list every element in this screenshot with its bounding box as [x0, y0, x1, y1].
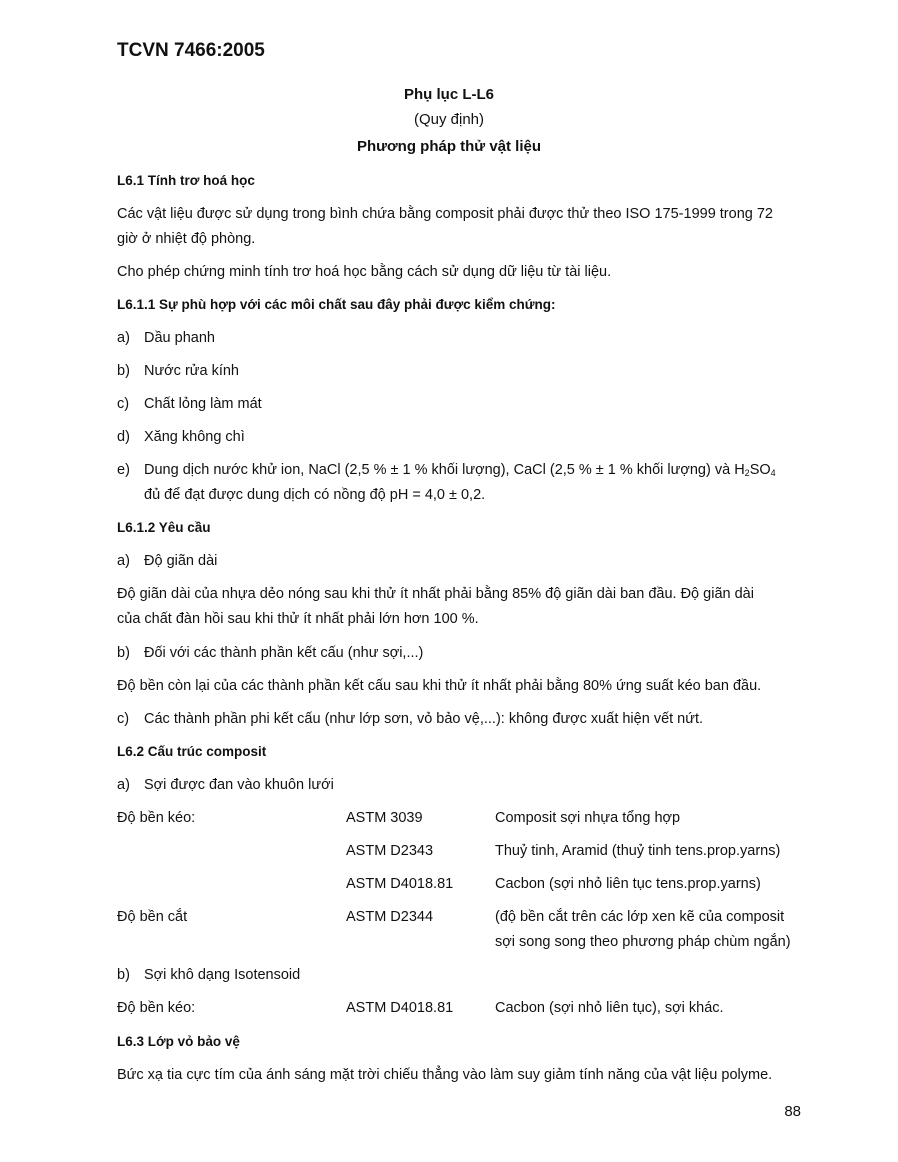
paragraph-text: Các vật liệu được sử dụng trong bình chứa bằng composit phải được thử theo ISO 175-1999 trong 72 — [117, 206, 773, 222]
list-marker: a) — [117, 777, 130, 793]
list-marker: a) — [117, 330, 130, 346]
table-cell-description: (độ bền cắt trên các lớp xen kẽ của composit — [495, 909, 785, 925]
table-cell-description: Thuỷ tinh, Aramid (thuỷ tinh tens.prop.yarns) — [495, 843, 781, 859]
table-cell-standard: ASTM 3039 — [346, 810, 423, 826]
table-cell-standard: ASTM D4018.81 — [346, 876, 454, 892]
list-marker: e) — [117, 462, 130, 478]
list-item — [117, 429, 245, 445]
subscript: 4 — [770, 468, 776, 478]
table-cell-standard: ASTM D2343 — [346, 843, 434, 859]
table-cell-property: Độ bền kéo: — [117, 810, 196, 826]
paragraph-text: Độ giãn dài của nhựa dẻo nóng sau khi thử ít nhất phải bằng 85% độ giãn dài ban đầu. Độ giãn dài — [117, 586, 754, 602]
list-item-text: Nước rửa kính — [144, 363, 240, 379]
list-item-text: Đối với các thành phần kết cấu (như sợi,...) — [144, 645, 424, 661]
appendix-name: Phương pháp thử vật liệu — [356, 138, 542, 155]
list-marker: c) — [117, 396, 130, 412]
section-heading-l6-2: L6.2 Cấu trúc composit — [117, 744, 267, 759]
list-item-text: Các thành phần phi kết cấu (như lớp sơn, vỏ bảo vệ,...): không được xuất hiện vết nứt. — [144, 711, 704, 727]
list-marker: c) — [117, 711, 130, 727]
list-item-text: Dung dịch nước khử ion, NaCl (2,5 % ± 1 % khối lượng), CaCl (2,5 % ± 1 % khối lượng) và H — [144, 462, 745, 478]
table-cell-property: Độ bền kéo: — [117, 1000, 196, 1016]
list-marker: b) — [117, 967, 130, 983]
list-item — [117, 777, 334, 793]
list-item — [117, 967, 300, 983]
section-heading-l6-1-2: L6.1.2 Yêu cầu — [117, 520, 211, 535]
list-marker: a) — [117, 553, 130, 569]
list-item-text: Chất lỏng làm mát — [144, 396, 262, 412]
appendix-status: (Quy định) — [413, 111, 485, 128]
appendix-title: Phụ lục L-L6 — [404, 86, 494, 103]
list-item-text: Xăng không chì — [144, 429, 245, 445]
table-cell-standard: ASTM D2344 — [346, 909, 434, 925]
list-marker: d) — [117, 429, 130, 445]
list-item-text: Sợi khô dạng Isotensoid — [144, 967, 301, 983]
section-heading-l6-1-1: L6.1.1 Sự phù hợp với các môi chất sau đây phải được kiểm chứng: — [117, 297, 556, 312]
paragraph-text: Bức xạ tia cực tím của ánh sáng mặt trời chiếu thẳng vào làm suy giảm tính năng của vật liệu polyme. — [117, 1067, 773, 1083]
table-cell-description: Cacbon (sợi nhỏ liên tục tens.prop.yarns) — [495, 876, 761, 892]
list-item — [117, 462, 776, 478]
table-cell-description: Composit sợi nhựa tổng hợp — [495, 810, 681, 826]
section-heading-l6-3: L6.3 Lớp vỏ bảo vệ — [117, 1034, 240, 1049]
list-item-text: Sợi được đan vào khuôn lưới — [144, 777, 334, 793]
list-item-continuation: đủ để đạt được dung dịch có nồng độ pH = 4,0 ± 0,2. — [144, 487, 486, 503]
paragraph-text: Độ bền còn lại của các thành phần kết cấu sau khi thử ít nhất phải bằng 80% ứng suất kéo ban đầu. — [117, 678, 762, 694]
list-item — [117, 330, 215, 346]
table-cell-property: Độ bền cắt — [117, 909, 188, 925]
paragraph-text: giờ ở nhiệt độ phòng. — [117, 231, 256, 247]
list-item-text: Dầu phanh — [144, 330, 215, 346]
table-cell-standard: ASTM D4018.81 — [346, 1000, 454, 1016]
table-cell-description: Cacbon (sợi nhỏ liên tục), sợi khác. — [495, 1000, 724, 1016]
standard-code: TCVN 7466:2005 — [117, 40, 265, 61]
page-number: 88 — [784, 1103, 801, 1120]
list-item — [117, 553, 217, 569]
list-item-text: SO — [749, 462, 771, 478]
list-item — [117, 645, 423, 661]
table-cell-description: sợi song song theo phương pháp chùm ngắn) — [495, 934, 791, 950]
section-heading-l6-1: L6.1 Tính trơ hoá học — [117, 173, 255, 188]
list-item — [117, 396, 262, 412]
paragraph-text: của chất đàn hồi sau khi thử ít nhất phải lớn hơn 100 %. — [117, 611, 479, 627]
subscript: 2 — [744, 468, 750, 478]
paragraph-text: Cho phép chứng minh tính trơ hoá học bằng cách sử dụng dữ liệu từ tài liệu. — [117, 264, 612, 280]
list-marker: b) — [117, 363, 130, 379]
list-marker: b) — [117, 645, 130, 661]
list-item — [117, 711, 703, 727]
list-item-text: Độ giãn dài — [144, 553, 218, 569]
list-item — [117, 363, 239, 379]
